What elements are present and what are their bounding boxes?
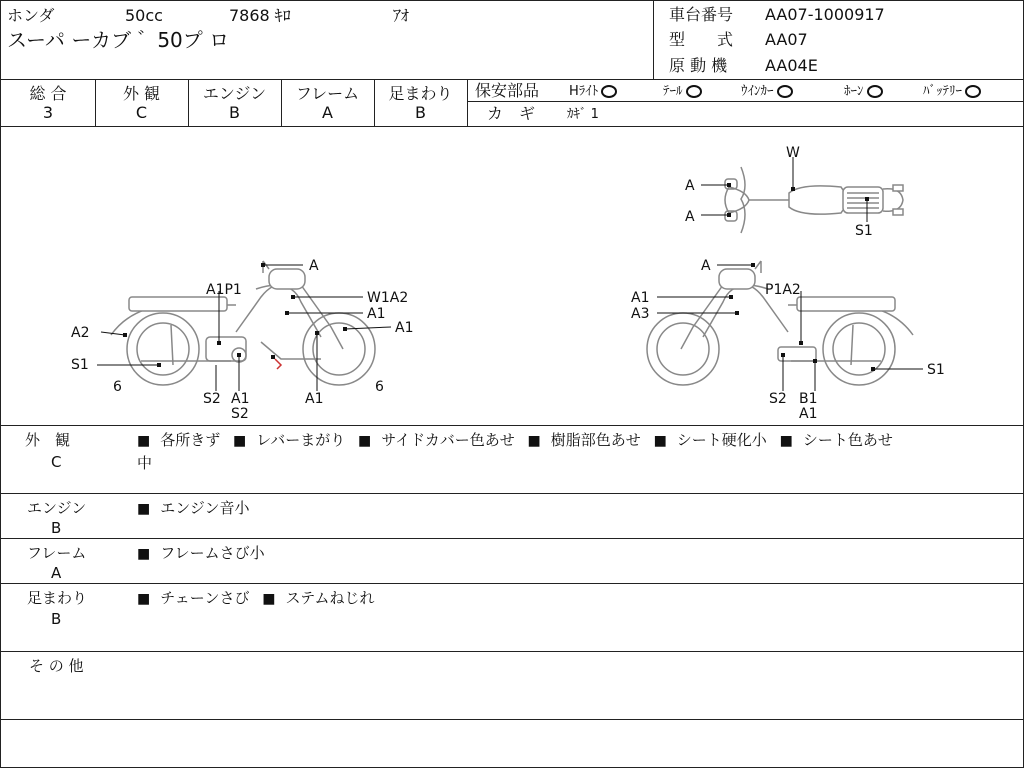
square-bullet-icon: ■: [527, 433, 541, 449]
label-left: A1: [231, 391, 250, 407]
safety-tail: ﾃｰﾙ: [663, 83, 702, 101]
label-left: A1: [305, 391, 324, 407]
safety-battery: ﾊﾞｯﾃﾘｰ: [923, 83, 981, 101]
rule: [1, 538, 1023, 539]
safety-headlight: Hﾗｲﾄ: [569, 83, 617, 101]
label-right: P1A2: [765, 282, 801, 298]
grade-frame: A: [322, 103, 333, 122]
note-exterior-grade: C: [51, 453, 62, 471]
safety-label: 保安部品: [475, 81, 540, 100]
grade-engine: B: [229, 103, 240, 122]
label-left: S2: [203, 391, 221, 407]
square-bullet-icon: ■: [358, 433, 372, 449]
engine-label: 原 動 機: [669, 56, 728, 75]
square-bullet-icon: ■: [137, 501, 151, 517]
rule: [1, 79, 1023, 80]
square-bullet-icon: ■: [233, 433, 247, 449]
grade-header-engine: エンジン: [202, 84, 267, 103]
note-engine-items: ■ エンジン音小: [137, 499, 250, 517]
grade-overall: 3: [42, 103, 54, 122]
note-engine-title: エンジン: [27, 499, 87, 517]
label-right: A1: [631, 290, 650, 306]
note-engine-grade: B: [51, 519, 62, 537]
label-left: A1: [395, 320, 414, 336]
label-right: A: [701, 258, 711, 274]
grade-header-overall: 総 合: [29, 84, 67, 103]
bike-left-side: [111, 261, 375, 385]
rule: [1, 425, 1023, 426]
square-bullet-icon: ■: [653, 433, 667, 449]
displacement: 50cc: [125, 6, 163, 25]
label-left: S1: [71, 357, 89, 373]
grade-suspension: B: [415, 103, 426, 122]
note-other-title: そ の 他: [29, 657, 84, 675]
rule: [1, 719, 1023, 720]
label-left: S2: [231, 406, 249, 422]
circle-check-icon: [686, 85, 702, 98]
type-label: 型 式: [669, 30, 734, 49]
safety-winker: ｳｲﾝｶｰ: [741, 83, 793, 101]
maker: ホンダ: [7, 6, 55, 25]
label-top-a2: A: [685, 209, 695, 225]
header-divider: [653, 1, 654, 79]
label-right: S1: [927, 362, 945, 378]
rule: [1, 651, 1023, 652]
label-left: 6: [113, 379, 122, 395]
frame-no-label: 車台番号: [669, 5, 734, 24]
note-suspension-items: ■ チェーンさび ■ ステムねじれ: [137, 589, 375, 607]
note-suspension-title: 足まわり: [27, 589, 88, 607]
note-exterior-title: 外 観: [25, 431, 71, 449]
square-bullet-icon: ■: [137, 546, 151, 562]
label-right: A1: [799, 406, 818, 422]
bike-right-side: [647, 261, 913, 385]
grade-header-suspension: 足まわり: [388, 84, 453, 103]
note-frame-grade: A: [51, 564, 62, 582]
label-top-a1: A: [685, 178, 695, 194]
label-left: 6: [375, 379, 384, 395]
square-bullet-icon: ■: [137, 433, 151, 449]
label-top-w: W: [786, 145, 800, 161]
note-exterior-tail: 中: [137, 454, 153, 472]
model-name: スーパ ーカブ ゛50プ ロ: [7, 28, 230, 52]
bike-top-view: [725, 167, 903, 233]
key-value: ｶｷﾞ 1: [567, 107, 599, 122]
label-right: A3: [631, 306, 650, 322]
rule: [467, 101, 1023, 102]
circle-check-icon: [777, 85, 793, 98]
label-left: A1P1: [206, 282, 242, 298]
note-suspension-grade: B: [51, 610, 62, 628]
engine-value: AA04E: [765, 56, 818, 75]
rule: [467, 79, 468, 126]
circle-check-icon: [601, 85, 617, 98]
note-frame-title: フレーム: [27, 544, 87, 562]
label-left: W1A2: [367, 290, 409, 306]
color: ｱｵ: [393, 6, 410, 25]
circle-check-icon: [965, 85, 981, 98]
note-frame-items: ■ フレームさび小: [137, 544, 265, 562]
circle-check-icon: [867, 85, 883, 98]
label-left: A2: [71, 325, 90, 341]
mileage: 7868 ｷﾛ: [229, 6, 291, 25]
damage-diagram: [1, 127, 1023, 425]
grade-header-frame: フレーム: [295, 84, 360, 103]
label-left: A: [309, 258, 319, 274]
label-right: S2: [769, 391, 787, 407]
label-right: B1: [799, 391, 818, 407]
square-bullet-icon: ■: [779, 433, 793, 449]
safety-horn: ﾎｰﾝ: [844, 83, 883, 101]
frame-no: AA07-1000917: [765, 5, 885, 24]
square-bullet-icon: ■: [137, 591, 151, 607]
grade-exterior: C: [135, 103, 148, 122]
rule: [1, 493, 1023, 494]
label-left: A1: [367, 306, 386, 322]
grade-header-exterior: 外 観: [122, 84, 161, 103]
square-bullet-icon: ■: [262, 591, 276, 607]
label-top-s1: S1: [855, 223, 873, 239]
type-value: AA07: [765, 30, 808, 49]
key-label: カ ギ: [487, 104, 536, 123]
note-exterior-items: ■ 各所きず ■ レバーまがり ■ サイドカバー色あせ ■ 樹脂部色あせ ■ シート硬化小 ■ シート色あせ 中: [137, 431, 893, 472]
rule: [1, 583, 1023, 584]
